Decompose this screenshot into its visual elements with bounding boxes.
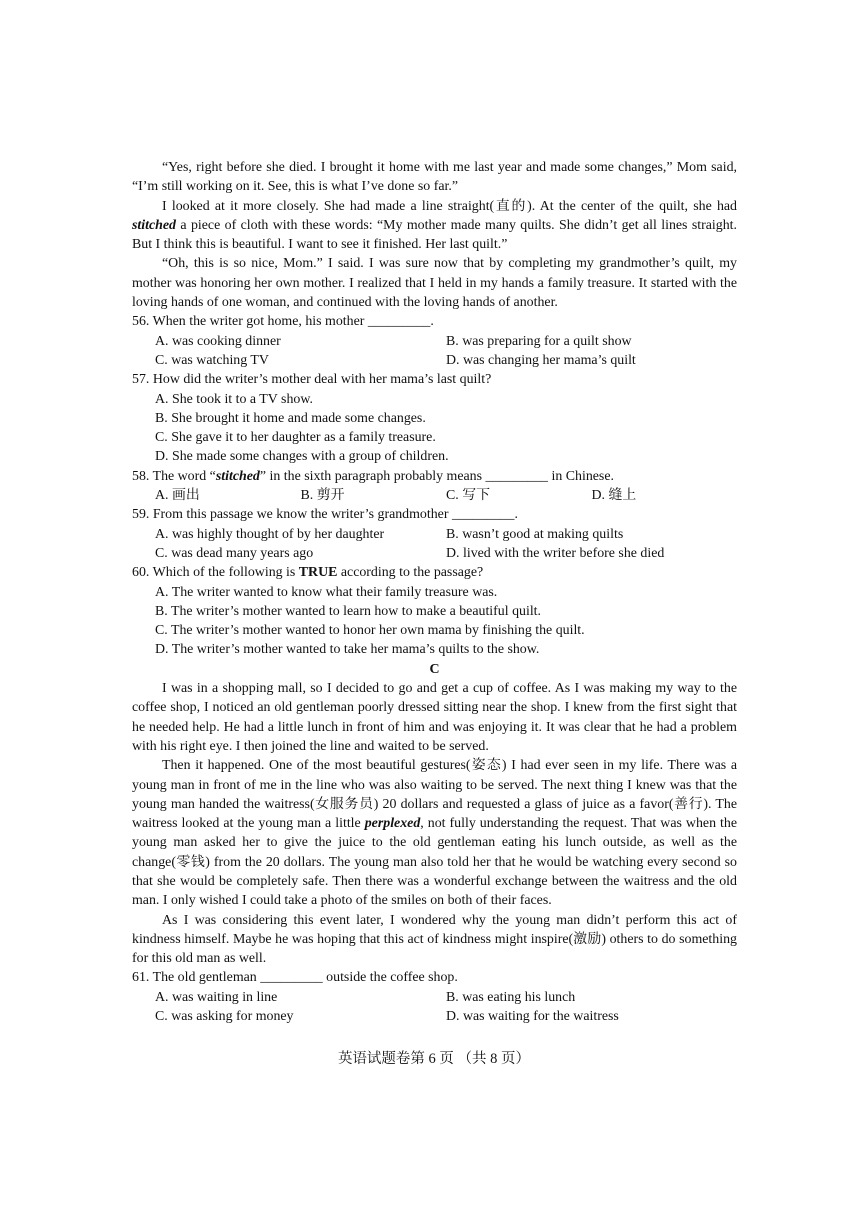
passage-c-paragraph — [132, 756, 737, 910]
question-61-options-row — [132, 1007, 737, 1026]
option-c: C. She gave it to her daughter as a family treasure. — [155, 430, 436, 446]
option-d: D. She made some changes with a group of children. — [155, 449, 449, 465]
text-run: Then it happened. One of the most beautiful gestures(姿态) I had ever seen in my life. There was a young man in front of me in the line who was also waiting to be served. The next thing I knew was that the young man handed the waitress(女服务员) 20 dollars and requested a glass of juice as a favor(善行). The waitress looked at the young man a little — [132, 758, 737, 832]
option-b: B. The writer’s mother wanted to learn how to make a beautiful quilt. — [155, 603, 542, 619]
option-b: B. was preparing for a quilt show — [446, 333, 632, 349]
text-run: 58. The word “ — [132, 468, 216, 484]
question-59-options-row — [132, 544, 737, 563]
question-59-stem: 59. From this passage we know the writer’s grandmother _________. — [132, 507, 518, 523]
option-d: D. was waiting for the waitress — [446, 1009, 619, 1025]
question-59-options-row — [132, 525, 737, 544]
text-run: , not fully understanding the request. That was when the young man asked her to give the juice to the old gentleman eating his lunch outside, as well as the change(零钱) from the 20 dollars. The young man also told her that he would be watching every second so that she would be completely safe. Then there was a wonderful exchange between the waitress and the old man. I only wished I could take a photo of the smiles on both of their faces. — [132, 816, 738, 909]
option-a: A. was highly thought of by her daughter — [155, 526, 385, 542]
question-56-options-row — [132, 332, 737, 351]
passage-b-paragraph: “Oh, this is so nice, Mom.” I said. I was sure now that by completing my grandmother’s quilt, my mother was honoring her own mother. I realized that I held in my hands a family treasure. It started with the loving hands of one woman, and continued with the loving hands of another. — [132, 256, 737, 311]
passage-c-paragraph: As I was considering this event later, I wondered why the young man didn’t perform this act of kindness himself. Maybe he was hoping that this act of kindness might inspire(激励) others to do something for this old man as well. — [132, 912, 737, 967]
question-61-stem: 61. The old gentleman _________ outside the coffee shop. — [132, 970, 458, 986]
option-c: C. The writer’s mother wanted to honor her own mama by finishing the quilt. — [155, 623, 585, 639]
text-run: ” in the sixth paragraph probably means _________ in Chinese. — [259, 468, 614, 484]
question-57-stem: 57. How did the writer’s mother deal with her mama’s last quilt? — [132, 372, 492, 388]
page-content — [132, 158, 737, 1026]
keyword-perplexed: perplexed — [364, 816, 421, 832]
text-run: according to the passage? — [337, 565, 484, 581]
option-a: A. 画出 — [155, 488, 200, 504]
option-c: C. 写下 — [446, 488, 490, 504]
option-b: B. wasn’t good at making quilts — [446, 526, 624, 542]
option-b: B. was eating his lunch — [446, 989, 576, 1005]
question-58-stem — [132, 467, 737, 486]
page-footer: 英语试题卷第 6 页 （共 8 页） — [337, 1051, 531, 1067]
text-run: a piece of cloth with these words: “My mother made many quilts. She didn’t get all lines straight. But I think this is beautiful. I want to see it finished. Her last quilt.” — [132, 217, 737, 253]
option-b: B. She brought it home and made some changes. — [155, 410, 426, 426]
question-56-options-row — [132, 351, 737, 370]
option-b: B. 剪开 — [300, 488, 345, 504]
option-d: D. lived with the writer before she died — [446, 545, 665, 561]
keyword-true: TRUE — [298, 565, 338, 581]
option-c: C. was dead many years ago — [155, 545, 314, 561]
option-c: C. was asking for money — [155, 1009, 294, 1025]
passage-b-paragraph: “Yes, right before she died. I brought it home with me last year and made some changes,” Mom said, “I’m still working on it. See, this is what I’ve done so far.” — [132, 160, 737, 195]
text-run: I looked at it more closely. She had made a line straight(直的). At the center of the quilt, she had — [162, 198, 737, 214]
option-a: A. The writer wanted to know what their family treasure was. — [155, 584, 498, 600]
text-run: 60. Which of the following is — [132, 565, 299, 581]
option-c: C. was watching TV — [155, 352, 269, 368]
keyword-stitched: stitched — [132, 217, 176, 233]
option-d: D. 缝上 — [591, 488, 637, 504]
passage-b-paragraph — [132, 197, 737, 255]
option-a: A. was waiting in line — [155, 989, 278, 1005]
option-a: A. She took it to a TV show. — [155, 391, 313, 407]
passage-c-paragraph: I was in a shopping mall, so I decided to go and get a cup of coffee. As I was making my way to the coffee shop, I noticed an old gentleman poorly dressed sitting near the shop. I knew from the first sight that he needed help. He had a little lunch in front of him and was enjoying it. It was clear that he had a problem with his right eye. I then joined the line and waited to be served. — [132, 681, 737, 754]
option-d: D. was changing her mama’s quilt — [446, 352, 636, 368]
option-a: A. was cooking dinner — [155, 333, 281, 349]
section-heading-c: C — [429, 661, 440, 677]
question-61-options-row — [132, 988, 737, 1007]
question-56-stem: 56. When the writer got home, his mother _________. — [132, 314, 434, 330]
question-60-stem — [132, 563, 737, 582]
keyword-stitched: stitched — [215, 468, 260, 484]
option-d: D. The writer’s mother wanted to take her mama’s quilts to the show. — [155, 642, 540, 658]
question-58-options-row — [132, 486, 737, 505]
